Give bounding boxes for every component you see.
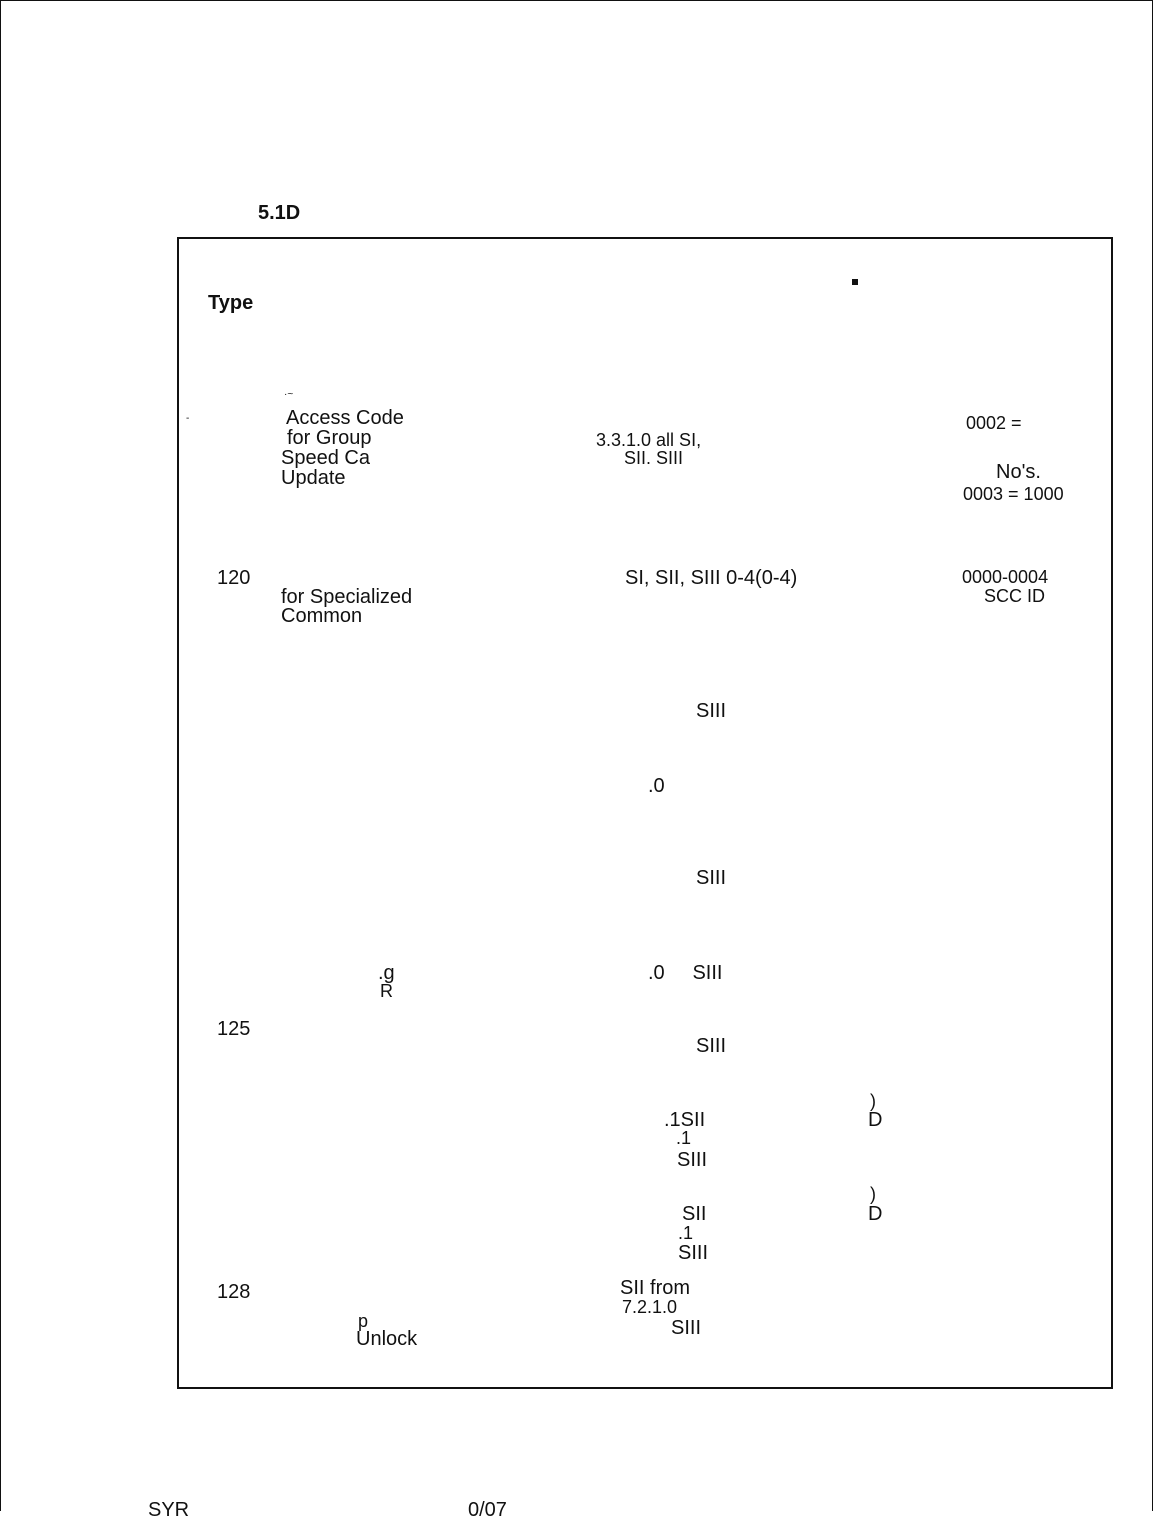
row10-reference-line3: SIII bbox=[671, 1317, 702, 1339]
row2-name-line2: Common bbox=[281, 605, 363, 627]
row8-reference-line3: SIII bbox=[677, 1149, 708, 1171]
row6-name-line1: .g bbox=[378, 962, 395, 984]
row10-type: 128 bbox=[217, 1281, 251, 1303]
row1-value-line2: No's. bbox=[996, 461, 1041, 483]
bullet-mark bbox=[852, 279, 858, 285]
row2-reference: SI, SII, SIII 0-4(0-4) bbox=[625, 567, 798, 589]
row8-reference-line2: .1 bbox=[676, 1128, 692, 1148]
row-mark: - bbox=[186, 413, 190, 424]
row1-name-line2: for Group bbox=[287, 427, 372, 449]
row8-reference-line1: .1SII bbox=[664, 1109, 706, 1131]
row1-value-line1: 0002 = bbox=[966, 413, 1022, 433]
row4-reference: .0 bbox=[648, 775, 665, 797]
row3-reference: SIII bbox=[696, 700, 727, 722]
row1-name-line4: Update bbox=[281, 467, 346, 489]
row10-name-line2: Unlock bbox=[356, 1328, 418, 1350]
row2-value-line1: 0000-0004 bbox=[962, 567, 1049, 587]
row2-type: 120 bbox=[217, 567, 251, 589]
row7-type: 125 bbox=[217, 1018, 251, 1040]
row9-reference-line3: SIII bbox=[678, 1242, 709, 1264]
row1-reference-line1: 3.3.1.0 all SI, bbox=[596, 430, 702, 450]
row9-reference-line1: SII bbox=[682, 1203, 707, 1225]
row2-name-line1: for Specialized bbox=[281, 586, 413, 608]
row10-name-line1: p bbox=[358, 1311, 369, 1331]
footer-page: 0/07 bbox=[468, 1499, 507, 1521]
row6-name-line2: R bbox=[380, 981, 393, 1001]
scan-mark: ·~ bbox=[284, 389, 294, 400]
row1-name-line3: Speed Ca bbox=[281, 447, 370, 469]
row10-reference-line2: 7.2.1.0 bbox=[622, 1297, 678, 1317]
column-header-type: Type bbox=[208, 292, 254, 314]
section-heading: 5.1D bbox=[258, 202, 301, 224]
row9-mark-line2: D bbox=[868, 1203, 883, 1225]
row1-name-line1: Access Code bbox=[286, 407, 404, 429]
row9-reference-line2: .1 bbox=[678, 1223, 694, 1243]
row8-mark-line2: D bbox=[868, 1109, 883, 1131]
row2-value-line2: SCC ID bbox=[984, 586, 1046, 606]
footer-left: SYR bbox=[148, 1499, 190, 1521]
row7-reference: SIII bbox=[696, 1035, 727, 1057]
row1-reference-line2: SII. SIII bbox=[624, 448, 684, 468]
row8-mark-line1: ) bbox=[870, 1091, 876, 1111]
row10-reference-line1: SII from bbox=[620, 1277, 691, 1299]
row1-value-line3: 0003 = 1000 bbox=[963, 484, 1064, 504]
row9-mark-line1: ) bbox=[870, 1184, 876, 1204]
row5-reference: SIII bbox=[696, 867, 727, 889]
row6-reference: .0 SIII bbox=[648, 962, 723, 984]
